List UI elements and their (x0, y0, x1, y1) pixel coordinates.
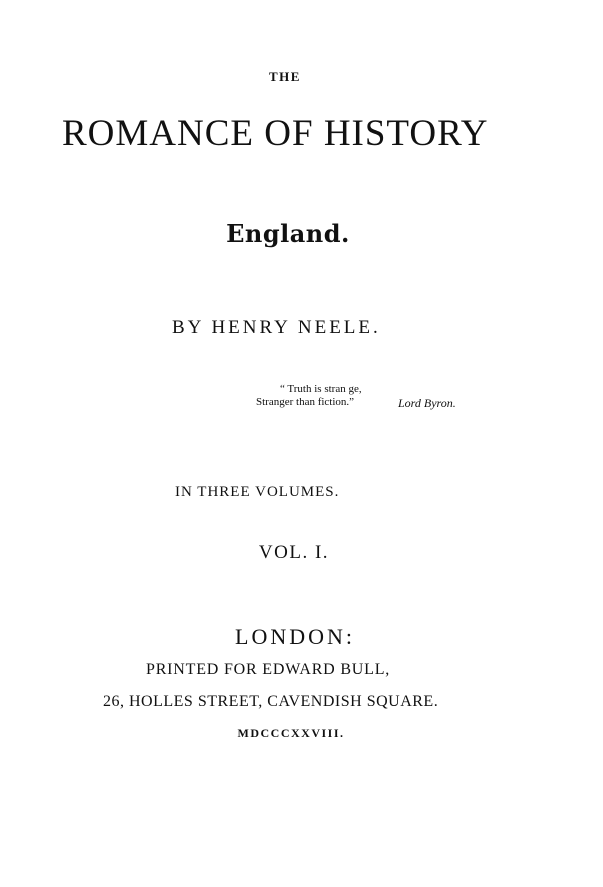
imprint-city: LONDON: (235, 624, 355, 649)
subtitle: England. (226, 219, 350, 248)
epigraph-line-1: “ Truth is stran ge, (280, 383, 362, 395)
epigraph (256, 383, 362, 409)
volume-number: VOL. I. (258, 542, 330, 563)
imprint-date: MDCCCXXVIII. (237, 726, 345, 740)
imprint-address: 26, HOLLES STREET, CAVENDISH SQUARE. (103, 693, 439, 710)
epigraph-line-2: Stranger than fiction.” (256, 396, 355, 408)
main-title: ROMANCE OF HISTORY (62, 113, 489, 154)
epigraph-attribution: Lord Byron. (398, 396, 456, 410)
volumes-statement: IN THREE VOLUMES. (175, 484, 340, 500)
title-article: THE (269, 69, 301, 84)
author-line: BY HENRY NEELE. (172, 317, 381, 338)
imprint-printer: PRINTED FOR EDWARD BULL, (146, 661, 391, 678)
